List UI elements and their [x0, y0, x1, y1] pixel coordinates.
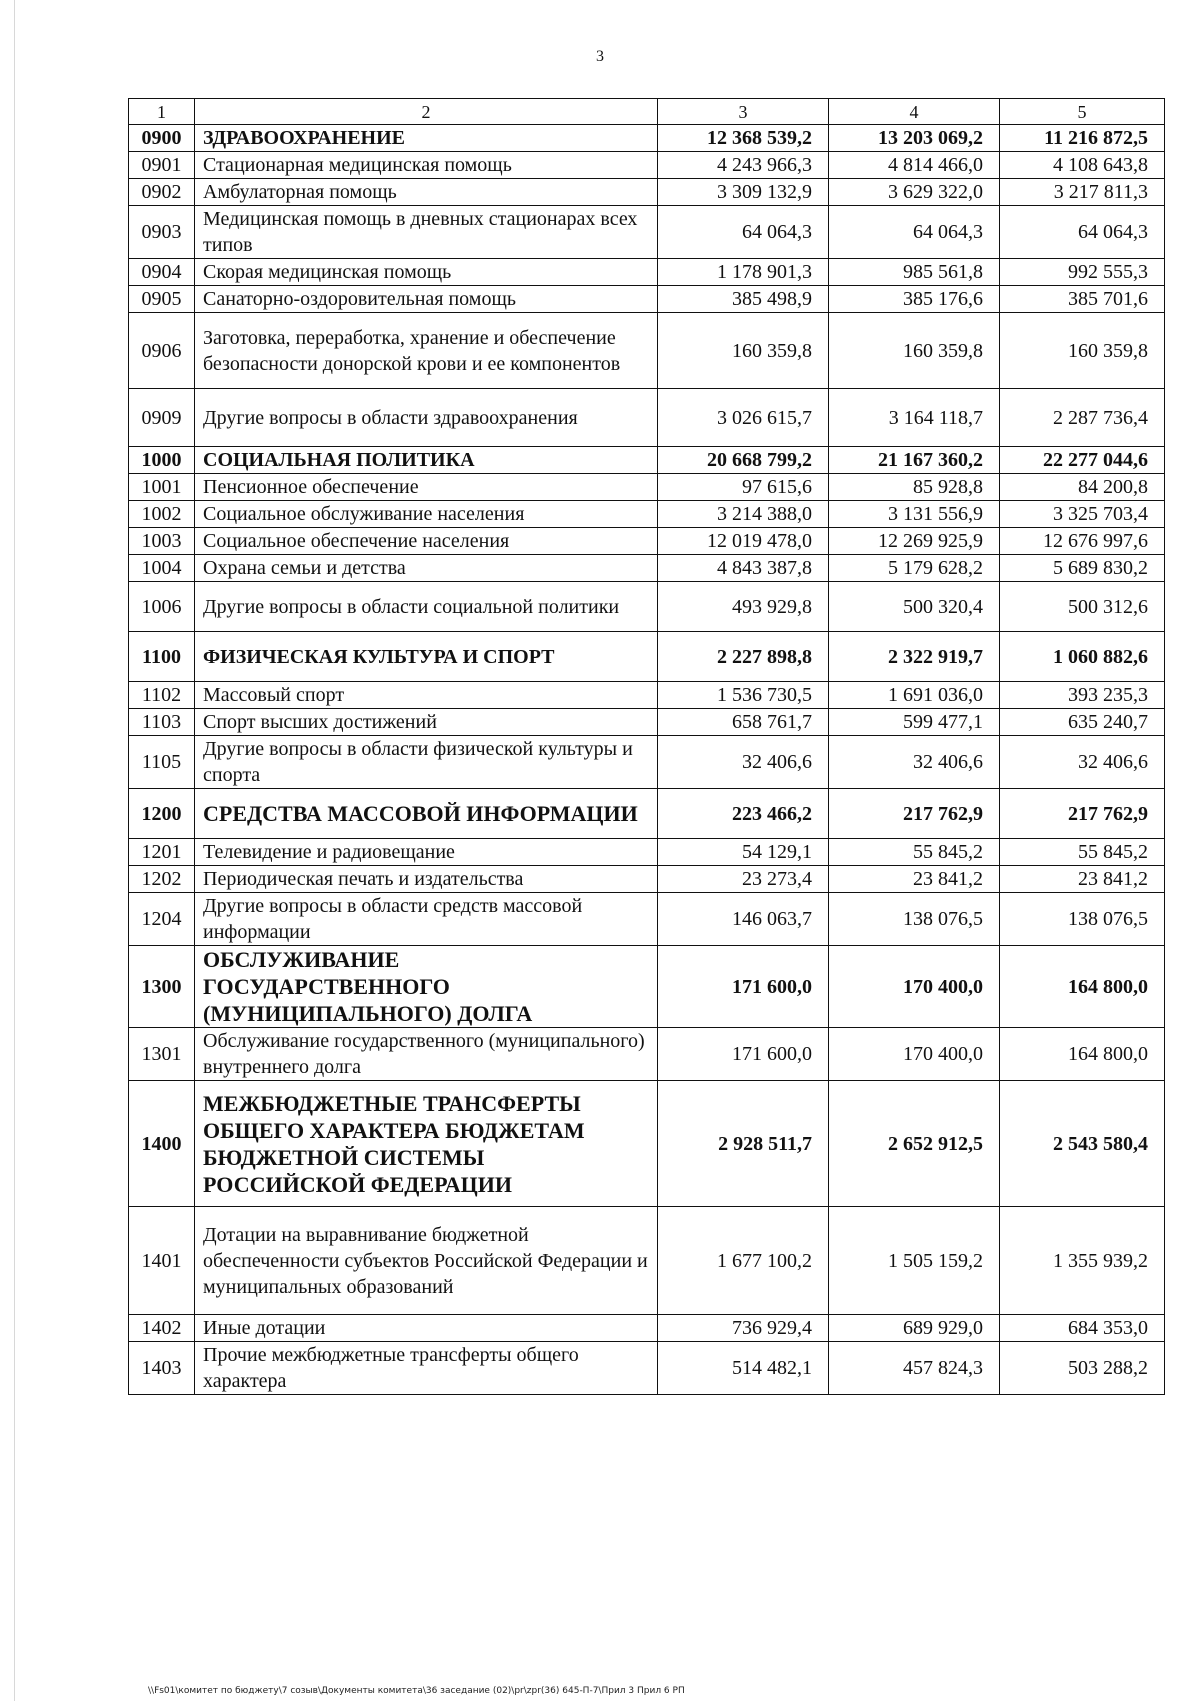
row-value-col3: 12 368 539,2 [658, 125, 829, 152]
row-value-col3: 4 843 387,8 [658, 555, 829, 582]
table-row [129, 474, 1165, 501]
row-name: Дотации на выравнивание бюджетной обеспеченности субъектов Российской Федерации и муниципальных образований [195, 1207, 658, 1315]
header-col-3: 3 [658, 99, 829, 125]
row-value-col4: 5 179 628,2 [829, 555, 1000, 582]
row-value-col5: 160 359,8 [1000, 313, 1165, 389]
row-value-col3: 54 129,1 [658, 839, 829, 866]
table-row [129, 866, 1165, 893]
row-name: Периодическая печать и издательства [195, 866, 658, 893]
table-section-row [129, 789, 1165, 839]
row-value-col3: 23 273,4 [658, 866, 829, 893]
table-row [129, 709, 1165, 736]
row-name: Стационарная медицинская помощь [195, 152, 658, 179]
row-value-col4: 21 167 360,2 [829, 447, 1000, 474]
table-row [129, 152, 1165, 179]
row-value-col4: 599 477,1 [829, 709, 1000, 736]
row-value-col3: 514 482,1 [658, 1342, 829, 1395]
table-row [129, 501, 1165, 528]
row-value-col3: 385 498,9 [658, 286, 829, 313]
table-row [129, 682, 1165, 709]
row-code: 1301 [129, 1028, 195, 1081]
row-value-col4: 3 131 556,9 [829, 501, 1000, 528]
table-row [129, 1315, 1165, 1342]
row-value-col4: 64 064,3 [829, 206, 1000, 259]
row-value-col4: 138 076,5 [829, 893, 1000, 946]
budget-table [128, 98, 1165, 1395]
row-value-col4: 170 400,0 [829, 946, 1000, 1028]
row-value-col5: 503 288,2 [1000, 1342, 1165, 1395]
row-value-col5: 3 325 703,4 [1000, 501, 1165, 528]
row-name: Пенсионное обеспечение [195, 474, 658, 501]
table-section-row [129, 946, 1165, 1028]
row-name: Амбулаторная помощь [195, 179, 658, 206]
row-name: Массовый спорт [195, 682, 658, 709]
table-section-row [129, 1081, 1165, 1207]
row-name: СОЦИАЛЬНАЯ ПОЛИТИКА [195, 447, 658, 474]
row-code: 1202 [129, 866, 195, 893]
row-code: 1003 [129, 528, 195, 555]
row-value-col3: 3 309 132,9 [658, 179, 829, 206]
row-value-col5: 684 353,0 [1000, 1315, 1165, 1342]
row-value-col5: 635 240,7 [1000, 709, 1165, 736]
header-col-5: 5 [1000, 99, 1165, 125]
row-value-col3: 146 063,7 [658, 893, 829, 946]
row-code: 1201 [129, 839, 195, 866]
row-code: 0902 [129, 179, 195, 206]
row-name: ФИЗИЧЕСКАЯ КУЛЬТУРА И СПОРТ [195, 632, 658, 682]
row-value-col5: 4 108 643,8 [1000, 152, 1165, 179]
row-value-col3: 97 615,6 [658, 474, 829, 501]
table-header-row [129, 99, 1165, 125]
row-value-col3: 160 359,8 [658, 313, 829, 389]
row-value-col5: 23 841,2 [1000, 866, 1165, 893]
row-value-col5: 1 355 939,2 [1000, 1207, 1165, 1315]
row-value-col4: 500 320,4 [829, 582, 1000, 632]
row-value-col3: 3 026 615,7 [658, 389, 829, 447]
row-name: Обслуживание государственного (муниципального) внутреннего долга [195, 1028, 658, 1081]
footer-file-path: \\Fs01\комитет по бюджету\7 созыв\Документы комитета\36 заседание (02)\pr\zpr(36) 645-П-7\Прил 3 Прил 6 РП [148, 1686, 685, 1696]
row-value-col3: 736 929,4 [658, 1315, 829, 1342]
table-row [129, 1028, 1165, 1081]
row-name: Другие вопросы в области здравоохранения [195, 389, 658, 447]
table-row [129, 839, 1165, 866]
row-name: Телевидение и радиовещание [195, 839, 658, 866]
row-value-col4: 3 164 118,7 [829, 389, 1000, 447]
row-value-col3: 1 536 730,5 [658, 682, 829, 709]
scan-edge-line [14, 0, 15, 1701]
table-row [129, 206, 1165, 259]
row-value-col5: 32 406,6 [1000, 736, 1165, 789]
row-value-col5: 55 845,2 [1000, 839, 1165, 866]
row-code: 0901 [129, 152, 195, 179]
row-name: МЕЖБЮДЖЕТНЫЕ ТРАНСФЕРТЫ ОБЩЕГО ХАРАКТЕРА БЮДЖЕТАМ БЮДЖЕТНОЙ СИСТЕМЫ РОССИЙСКОЙ ФЕДЕРАЦИИ [195, 1081, 658, 1207]
table-section-row [129, 447, 1165, 474]
row-value-col5: 138 076,5 [1000, 893, 1165, 946]
header-col-1: 1 [129, 99, 195, 125]
table-row [129, 1342, 1165, 1395]
row-code: 1200 [129, 789, 195, 839]
row-value-col3: 171 600,0 [658, 946, 829, 1028]
table-row [129, 1207, 1165, 1315]
row-value-col4: 4 814 466,0 [829, 152, 1000, 179]
row-value-col5: 393 235,3 [1000, 682, 1165, 709]
row-value-col5: 1 060 882,6 [1000, 632, 1165, 682]
row-value-col3: 2 928 511,7 [658, 1081, 829, 1207]
row-code: 1300 [129, 946, 195, 1028]
row-code: 1102 [129, 682, 195, 709]
row-value-col3: 658 761,7 [658, 709, 829, 736]
table-row [129, 893, 1165, 946]
table-row [129, 528, 1165, 555]
row-code: 1100 [129, 632, 195, 682]
row-value-col3: 223 466,2 [658, 789, 829, 839]
row-value-col5: 164 800,0 [1000, 1028, 1165, 1081]
row-value-col4: 457 824,3 [829, 1342, 1000, 1395]
table-row [129, 259, 1165, 286]
row-value-col4: 85 928,8 [829, 474, 1000, 501]
row-name: Иные дотации [195, 1315, 658, 1342]
row-name: ЗДРАВООХРАНЕНИЕ [195, 125, 658, 152]
row-name: Охрана семьи и детства [195, 555, 658, 582]
row-value-col4: 3 629 322,0 [829, 179, 1000, 206]
table-row [129, 179, 1165, 206]
row-code: 1401 [129, 1207, 195, 1315]
row-value-col5: 12 676 997,6 [1000, 528, 1165, 555]
row-value-col5: 11 216 872,5 [1000, 125, 1165, 152]
row-value-col5: 2 543 580,4 [1000, 1081, 1165, 1207]
row-value-col4: 689 929,0 [829, 1315, 1000, 1342]
row-name: Прочие межбюджетные трансферты общего характера [195, 1342, 658, 1395]
row-code: 1000 [129, 447, 195, 474]
row-value-col3: 32 406,6 [658, 736, 829, 789]
row-value-col5: 2 287 736,4 [1000, 389, 1165, 447]
page-number: 3 [596, 48, 604, 65]
row-code: 1002 [129, 501, 195, 528]
table-row [129, 389, 1165, 447]
header-col-4: 4 [829, 99, 1000, 125]
row-value-col5: 22 277 044,6 [1000, 447, 1165, 474]
row-value-col4: 12 269 925,9 [829, 528, 1000, 555]
row-value-col5: 5 689 830,2 [1000, 555, 1165, 582]
row-code: 0904 [129, 259, 195, 286]
row-value-col3: 493 929,8 [658, 582, 829, 632]
row-value-col4: 985 561,8 [829, 259, 1000, 286]
row-value-col3: 171 600,0 [658, 1028, 829, 1081]
row-value-col4: 55 845,2 [829, 839, 1000, 866]
row-value-col4: 1 505 159,2 [829, 1207, 1000, 1315]
row-name: Другие вопросы в области физической культуры и спорта [195, 736, 658, 789]
row-value-col5: 217 762,9 [1000, 789, 1165, 839]
row-name: СРЕДСТВА МАССОВОЙ ИНФОРМАЦИИ [195, 789, 658, 839]
row-value-col3: 1 178 901,3 [658, 259, 829, 286]
row-value-col4: 13 203 069,2 [829, 125, 1000, 152]
row-code: 1006 [129, 582, 195, 632]
row-value-col3: 64 064,3 [658, 206, 829, 259]
row-value-col4: 2 652 912,5 [829, 1081, 1000, 1207]
table-section-row [129, 125, 1165, 152]
row-value-col3: 12 019 478,0 [658, 528, 829, 555]
table-row [129, 736, 1165, 789]
row-value-col5: 84 200,8 [1000, 474, 1165, 501]
row-name: Скорая медицинская помощь [195, 259, 658, 286]
row-value-col3: 1 677 100,2 [658, 1207, 829, 1315]
row-name: ОБСЛУЖИВАНИЕ ГОСУДАРСТВЕННОГО (МУНИЦИПАЛЬНОГО) ДОЛГА [195, 946, 658, 1028]
row-name: Санаторно-оздоровительная помощь [195, 286, 658, 313]
row-value-col5: 3 217 811,3 [1000, 179, 1165, 206]
row-code: 0903 [129, 206, 195, 259]
row-value-col3: 20 668 799,2 [658, 447, 829, 474]
table-row [129, 286, 1165, 313]
row-code: 1400 [129, 1081, 195, 1207]
row-name: Спорт высших достижений [195, 709, 658, 736]
row-code: 1001 [129, 474, 195, 501]
row-name: Другие вопросы в области средств массовой информации [195, 893, 658, 946]
header-col-2: 2 [195, 99, 658, 125]
row-value-col4: 160 359,8 [829, 313, 1000, 389]
row-code: 1004 [129, 555, 195, 582]
row-code: 0906 [129, 313, 195, 389]
row-name: Социальное обслуживание населения [195, 501, 658, 528]
row-value-col4: 1 691 036,0 [829, 682, 1000, 709]
row-value-col5: 64 064,3 [1000, 206, 1165, 259]
row-value-col5: 385 701,6 [1000, 286, 1165, 313]
row-code: 1103 [129, 709, 195, 736]
row-code: 0905 [129, 286, 195, 313]
row-value-col3: 3 214 388,0 [658, 501, 829, 528]
row-value-col4: 170 400,0 [829, 1028, 1000, 1081]
row-code: 0900 [129, 125, 195, 152]
row-code: 1105 [129, 736, 195, 789]
row-name: Медицинская помощь в дневных стационарах всех типов [195, 206, 658, 259]
row-name: Социальное обеспечение населения [195, 528, 658, 555]
row-value-col4: 2 322 919,7 [829, 632, 1000, 682]
row-code: 1204 [129, 893, 195, 946]
row-name: Заготовка, переработка, хранение и обеспечение безопасности донорской крови и ее компонентов [195, 313, 658, 389]
row-value-col3: 2 227 898,8 [658, 632, 829, 682]
row-value-col5: 164 800,0 [1000, 946, 1165, 1028]
row-value-col4: 23 841,2 [829, 866, 1000, 893]
row-value-col5: 500 312,6 [1000, 582, 1165, 632]
row-code: 0909 [129, 389, 195, 447]
table-row [129, 555, 1165, 582]
row-name: Другие вопросы в области социальной политики [195, 582, 658, 632]
table-row [129, 582, 1165, 632]
row-value-col4: 217 762,9 [829, 789, 1000, 839]
row-value-col3: 4 243 966,3 [658, 152, 829, 179]
row-value-col4: 385 176,6 [829, 286, 1000, 313]
row-code: 1402 [129, 1315, 195, 1342]
row-value-col4: 32 406,6 [829, 736, 1000, 789]
table-row [129, 313, 1165, 389]
row-value-col5: 992 555,3 [1000, 259, 1165, 286]
row-code: 1403 [129, 1342, 195, 1395]
table-section-row [129, 632, 1165, 682]
